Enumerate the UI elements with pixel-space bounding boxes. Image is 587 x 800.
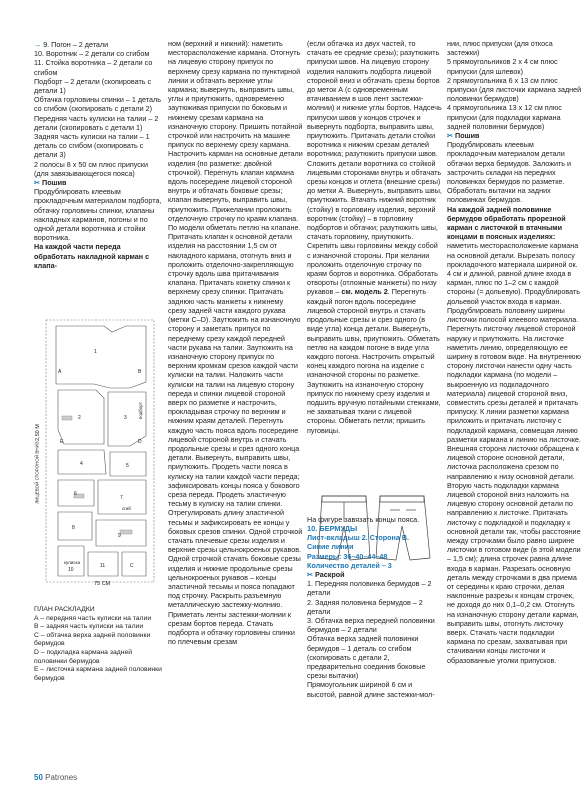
scissors-icon: ✂ bbox=[307, 569, 314, 579]
cut-line: 2 прямоугольника 6 х 13 см плюс припуски (для листочки кармана задней половинки бермудов) bbox=[447, 75, 582, 104]
pattern-width-label: 75 СМ bbox=[94, 581, 111, 587]
pattern-part-label: 5 bbox=[126, 463, 129, 469]
cut-line: 1. Передняя половинка бермудов – 2 детали bbox=[307, 579, 432, 598]
cut-line: 2 полосы 8 х 50 см плюс припуски (для завязывающегося пояса) bbox=[34, 159, 148, 178]
cut-line: → 9. Погон – 2 детали bbox=[34, 40, 109, 49]
cut-line: 4 прямоугольника 13 х 12 см плюс припуски (для подкладки кармана задней половинки бермудов) bbox=[447, 103, 562, 131]
figure-caption: На фигуре завязать концы пояса. bbox=[307, 514, 420, 524]
cut-line: 5 прямоугольников 2 х 4 см плюс припуски (для шлевок) bbox=[447, 57, 558, 76]
pattern-layout-svg bbox=[34, 318, 158, 592]
pattern-part-label: 3 bbox=[124, 415, 127, 421]
model-parts-count: Количество деталей – 3 bbox=[307, 560, 392, 570]
brand-name: Patrones bbox=[45, 773, 78, 782]
pattern-part-label: 9 bbox=[118, 533, 121, 539]
pattern-part-label: 11 bbox=[100, 563, 106, 569]
page-footer bbox=[34, 773, 77, 782]
pattern-height-label: 2,50 М bbox=[34, 424, 41, 442]
pattern-part-label: 1 bbox=[94, 349, 97, 355]
section-title: ✂ Пошив bbox=[34, 178, 67, 188]
column-4 bbox=[447, 39, 582, 665]
model-line-label: Синие линии bbox=[307, 542, 354, 552]
model-sizes: Размеры: 36–40–44–48 bbox=[307, 551, 388, 561]
pattern-part-label: C bbox=[130, 563, 134, 569]
pattern-part-label: 8 bbox=[72, 525, 75, 531]
cut-line: нии, плюс припуски (для откоса застежки) bbox=[447, 39, 553, 58]
legend-item: С – обтачка верха задней половинки бермудов bbox=[34, 631, 151, 648]
pattern-layout-diagram bbox=[34, 318, 158, 592]
body-text: наметить месторасположение кармана на основной детали. Вырезать полосу прокладочного материала шириной ок. 4 см и длиной, равной длине входа в карман, плюс по 1–2 см с каждой стороны (= дольевую). Продублировать дольевой участок входа в карман. Продублировать половину ширины листочки полосой клеевого материала. Перегнуть листочку лицевой стороной наружу и приутюжить. На листочке наметить линию, определяющую ее ширину в готовом виде. На внутреннюю сторону листочки нанести одну часть подкладки кармана (по модели – выкроенную из подкладочного материала) лицевой стороной вниз, совместить срезы деталей и притачать припуску. К линии разметки кармана приложить и притачать листочку с подкладкой кармана, совмещая линию разметки кармана и линию на листочке. Внешняя сторона листочки обращена к лицевой стороне основной детали, листочка расположена срезом по направлению к низу основной детали. Вторую часть подкладки кармана лицевой стороной вниз наложить на лицевую сторону основной детали по направлению к листочке. Притачать листочку с подкладкой и подкладку к основной детали так, чтобы расстояние между строчками было равно ширине листочки в готовом виде (в этой модели – 1,5 см); длина строчек равна длине входа в карман. Разрезать основную деталь между строчками в два приема от середины к краю строчки, делая наклонные разрезы к концам строчек, не доходя до них 0,1–0,2 см. Отогнуть на изнаночную сторону детали карман, выправить швы, отогнуть листочку вверх. Стачать части подкладки кармана по срезам, захватывая при стачивании концы листочки и образованные уголки припусков. bbox=[447, 241, 581, 665]
cutting-title: ✂ Раскрой bbox=[307, 569, 345, 579]
bold-instruction: На каждой задней половинке бермудов обработать прорезной карман с листочкой в втачными концами в поясных изделиях: bbox=[447, 204, 566, 242]
legend-title: ПЛАН РАСКЛАДКИ bbox=[34, 606, 95, 613]
layout-plan-legend bbox=[34, 606, 164, 683]
pattern-part-label: 6 bbox=[74, 491, 77, 497]
cut-line: 11. Стойка воротника – 2 детали со сгибом bbox=[34, 58, 153, 77]
body-text: (если обтачка из двух частей, то стачать ее средние срезы); разутюжить припуски швов. На лицевую сторону изделия наложить подборта лицевой стороной вниз и обтачать срезы бортов до меток А (с одновременным втачиванием в шов лент застежки-молнии) и нижние углы бортов. Надсечь припуски швов у концов строчек и вывернуть подборта, выправить швы, приутюжить. Притачать детали стойки воротника к нижним срезам деталей воротника; разутюжить припуски швов. Сложить детали воротника со стойкой лицевыми сторонами внутрь и обтачать срезы концов и отлета (внешние срезы) до метки А. Вывернуть, выправить швы, приутюжить. Втачать нижний воротник (стойку) в горловину изделия, верхний воротник (стойку) – в горловину подбортов и обтачки; разутюжить швы, стачать горловину, приутюжить. Скрепить швы горловины между собой с изнаночной стороны. При желании проложить отделочную строчку по краям бортов и воротника. Обработать отвороты (отложные манжеты) по низу рукавов – см. модель 2. Перегнуть каждый погон вдоль посередине лицевой стороной внутрь и стачать продольные срезы и срез одного (в виде угла) конца детали. Вывернуть, выправить швы, приутюжить. Обметать петлю на каждом погоне в виде угла каждого погона. Настрочить открытый конец каждого погона на изделие с изнаночной стороны по разметке. Заутюжить на изнаночную сторону припуск по нижнему срезу изделия и подшить вручную потайными стежками, не захватывая ткани с лицевой стороны. Обметать петли; пришить пуговицы. bbox=[307, 39, 442, 435]
cut-line: 10. Воротник – 2 детали со сгибом bbox=[34, 49, 150, 59]
pattern-part-label: B bbox=[138, 369, 142, 375]
arrow-icon: → bbox=[34, 40, 42, 49]
pattern-part-label: 10 bbox=[68, 567, 74, 573]
cut-line: Передняя часть кулиски на талии – 2 детали (скопировать с детали 1) bbox=[34, 113, 159, 132]
cut-line: Прямоугольник шириной 6 см и высотой, равной длине застежки-мол- bbox=[307, 680, 435, 699]
pattern-part-label: 2 bbox=[78, 415, 81, 421]
pattern-part-label: 7 bbox=[120, 495, 123, 501]
page-number: 50 bbox=[34, 773, 43, 782]
body-text: ном (верхний и нижний): наметить месторасположение кармана. Отогнуть на лицевую сторону припуск по верхнему срезу кармана по пунктирной линии и обтачать верхние углы кармана; вывернуть, выправить швы, углы и приутюжить, одновременно заутюживая припуски по боковым и нижнему срезам кармана на изнаночную сторону. Пришить потайной строчкой или настрочить на машине припуск по верхнему срезу кармана. Настрочить карман на основные детали изделия (по разметке: двойной строчкой). Перегнуть клапан кармана вдоль посередине лицевой стороной внутрь и обтачать боковые срезы; клапан вывернуть, выправить швы, приутюжить. Прижелании проложить отделочную строчку по краям клапана. По модели обметать петлю на клапане. Притачать клапан к основной детали изделия на расстоянии 1,5 см от накладного кармана, отогнуть вниз и проложить отделочно-закрепляющую строчку вдоль шва притачивания клапана. Притачать кокетку спинки к верхнему срезу спинки. Притачать заднюю часть манжеты к нижнему срезу задней части каждого рукава (метки C–D). Заутюжить на изнаночную сторону и заметать припуск по переднему срезу каждой передней части рукава на талии. Заутюжить на изнаночную сторону припуск по верхним кромкам срезов каждой части кулиски на талии. Наложить части кулиски на талии на лицевую сторону переда и спинки лицевой стороной вверх по разметке и настрочить, прокладывая строчку по верхним и нижним краям деталей. Перегнуть каждую часть пояса вдоль посередине лицевой стороной внутрь и стачать продольные срезы и срез одного конца детали. Вывернуть, выправить швы, приутюжить. Продеть части пояса в кулиску на талии каждой части переда; зафиксировать концы пояса у бокового среза переда. Продеть эластичную тесьму в кулиску на талии спинки. Отрегулировать длину эластичной тесьмы и зафиксировать ее концы у боковых срезов спинки. Одной строчкой стачать плечевые срезы изделия и верхние срезы цельнокроеных рукавов. Одной строчкой стачать боковые срезы изделия и нижние продольные срезы цельнокроеных рукавов – концы эластичной тесьмы и пояса попадают под строчку. Раскрыть разъемную металлическую застежку-молнию. Приметать ленты застежки-молнии к срезам бортов переда. Стачать подборта и обтачку горловины спинки по плечевым срезам bbox=[168, 39, 303, 647]
column-1 bbox=[34, 40, 162, 270]
shorts-sketch-svg bbox=[316, 488, 434, 566]
section-title: ✂ Пошив bbox=[447, 131, 480, 141]
column-2 bbox=[168, 39, 303, 646]
bermuda-shorts-illustration bbox=[316, 488, 434, 566]
pattern-fold-label: ЛИЦЕВОЙ СТОРОНОЙ ВНИЗ bbox=[34, 441, 40, 504]
pattern-part-label: E bbox=[60, 439, 64, 445]
legend-item: В – задняя часть кулиски на талии bbox=[34, 623, 144, 631]
legend-item: А – передняя часть кулиски на талии bbox=[34, 614, 152, 622]
cut-line: 2. Задняя половинка бермудов – 2 детали bbox=[307, 597, 423, 616]
pattern-note-fold: сгиб bbox=[122, 506, 131, 511]
pattern-part-label: A bbox=[58, 369, 62, 375]
pattern-part-label: 4 bbox=[80, 461, 83, 467]
legend-item: D – подкладка кармана задней половинки бермудов bbox=[34, 648, 133, 665]
body-text: Продублировать клеевым прокладочным материалом детали обтачки верха бермудов. Заложить и застрочить складки на передних половинках бермудов по разметке. Обработать вытачки на задних половинках бермудов. bbox=[447, 140, 572, 205]
cut-line: 3. Обтачка верха передней половинки бермудов – 2 детали bbox=[307, 615, 435, 635]
model-title: 10. БЕРМУДЫ bbox=[307, 523, 358, 533]
scissors-icon: ✂ bbox=[447, 131, 454, 141]
scissors-icon: ✂ bbox=[34, 178, 41, 188]
model-meta: Лист-вкладыш 2. Сторона В. bbox=[307, 533, 410, 543]
cut-line: Задняя часть кулиски на талии – 1 деталь со сгибом (скопировать с детали 3) bbox=[34, 132, 150, 160]
bold-instruction: На каждой части переда обработать накладной карман с клапа- bbox=[34, 242, 150, 270]
cut-line: Подборт – 2 детали (скопировать с детали 1) bbox=[34, 76, 152, 96]
legend-item: Е – листочка кармана задней половинки бермудов bbox=[34, 666, 162, 682]
body-text: Продублировать клеевым прокладочным материалом подборта, обтачку горловины спинки, клапаны накладных карманов, погоны и по одной детали воротника и стойки воротника. bbox=[34, 187, 162, 243]
column-3 bbox=[307, 39, 442, 699]
pattern-note-casing: кулиска bbox=[64, 560, 81, 565]
cut-line: Обтачка верха задней половинки бермудов – 1 деталь со сгибом (скопировать с детали 2, предварительно соединив боковые срезы вытачки) bbox=[307, 634, 426, 681]
pattern-part-label: D bbox=[138, 439, 142, 445]
cut-line: Обтачка горловины спинки – 1 деталь со сгибом (скопировать с детали 2) bbox=[34, 95, 161, 114]
pattern-note-facing: подборт bbox=[137, 402, 143, 420]
